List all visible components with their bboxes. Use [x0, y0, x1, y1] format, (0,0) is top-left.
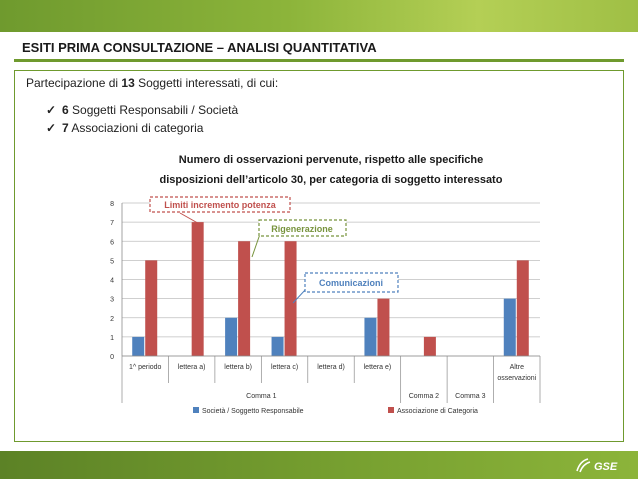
callout-label: Limiti incremento potenza — [164, 200, 276, 210]
y-tick-label: 1 — [110, 334, 114, 342]
bar-associazione — [377, 299, 389, 356]
chart-title-line-1: Numero di osservazioni pervenute, rispetto alle specifiche — [178, 154, 484, 166]
y-tick-label: 0 — [110, 354, 114, 361]
x-tick-label: lettera b) — [224, 364, 252, 371]
bar-societa — [272, 337, 284, 356]
x-tick-label: osservazioni — [497, 375, 537, 382]
chart-title-line-2: disposizioni dell’articolo 30, per categoria di soggetto interessato — [159, 174, 503, 186]
slide-title: ESITI PRIMA CONSULTAZIONE – ANALISI QUANTITATIVA — [22, 40, 377, 55]
x-group-label: Comma 1 — [246, 393, 277, 400]
bar-associazione — [145, 260, 157, 356]
x-tick-label: 1^ periodo — [128, 364, 162, 371]
bullet-text: Soggetti Responsabili / Società — [68, 103, 239, 117]
y-tick-label: 4 — [110, 277, 114, 285]
bar-associazione — [517, 260, 529, 356]
callout-pointer — [180, 213, 203, 226]
gse-logo — [574, 455, 624, 475]
checkmark-icon: ✓ — [46, 121, 57, 135]
x-tick-label: lettera c) — [270, 364, 299, 371]
bar-societa — [225, 318, 237, 356]
bullet-text: Associazioni di categoria — [68, 121, 204, 135]
x-group-label: Comma 3 — [455, 393, 486, 400]
y-tick-label: 8 — [110, 201, 114, 208]
bar-societa — [504, 299, 516, 356]
x-tick-label: lettera a) — [177, 364, 206, 371]
callout-label: Comunicazioni — [318, 278, 384, 288]
y-tick-label: 3 — [110, 296, 114, 304]
bar-associazione — [424, 337, 436, 356]
bullet-count: 7 — [62, 121, 69, 135]
x-tick-label: lettera d) — [317, 364, 345, 371]
bar-associazione — [238, 241, 250, 356]
bar-associazione — [285, 241, 297, 356]
legend-label-associazione: Associazione di Categoria — [397, 408, 478, 415]
bar-societa — [364, 318, 376, 356]
x-group-label: Comma 2 — [408, 393, 440, 400]
legend-swatch-associazione — [388, 407, 394, 413]
intro-suffix: Soggetti interessati, di cui: — [134, 76, 279, 90]
intro-prefix: Partecipazione di — [26, 76, 122, 90]
checkmark-icon: ✓ — [46, 103, 57, 117]
bar-societa — [132, 337, 144, 356]
legend-label-societa: Società / Soggetto Responsabile — [202, 408, 304, 415]
logo-text: GSE — [594, 461, 618, 473]
intro-count: 13 — [121, 76, 135, 90]
bar-associazione — [192, 222, 204, 356]
x-tick-label: lettera e) — [363, 364, 392, 371]
y-tick-label: 6 — [110, 239, 114, 247]
callout-pointer — [252, 234, 260, 257]
y-tick-label: 2 — [110, 315, 114, 323]
bottom-decorative-band — [0, 451, 638, 479]
y-tick-label: 7 — [110, 220, 114, 228]
y-tick-label: 5 — [110, 258, 114, 266]
callout-label: Rigenerazione — [271, 224, 333, 234]
bullet-count: 6 — [62, 103, 69, 117]
legend-swatch-societa — [193, 407, 199, 413]
x-tick-label: Altre — [509, 364, 524, 371]
